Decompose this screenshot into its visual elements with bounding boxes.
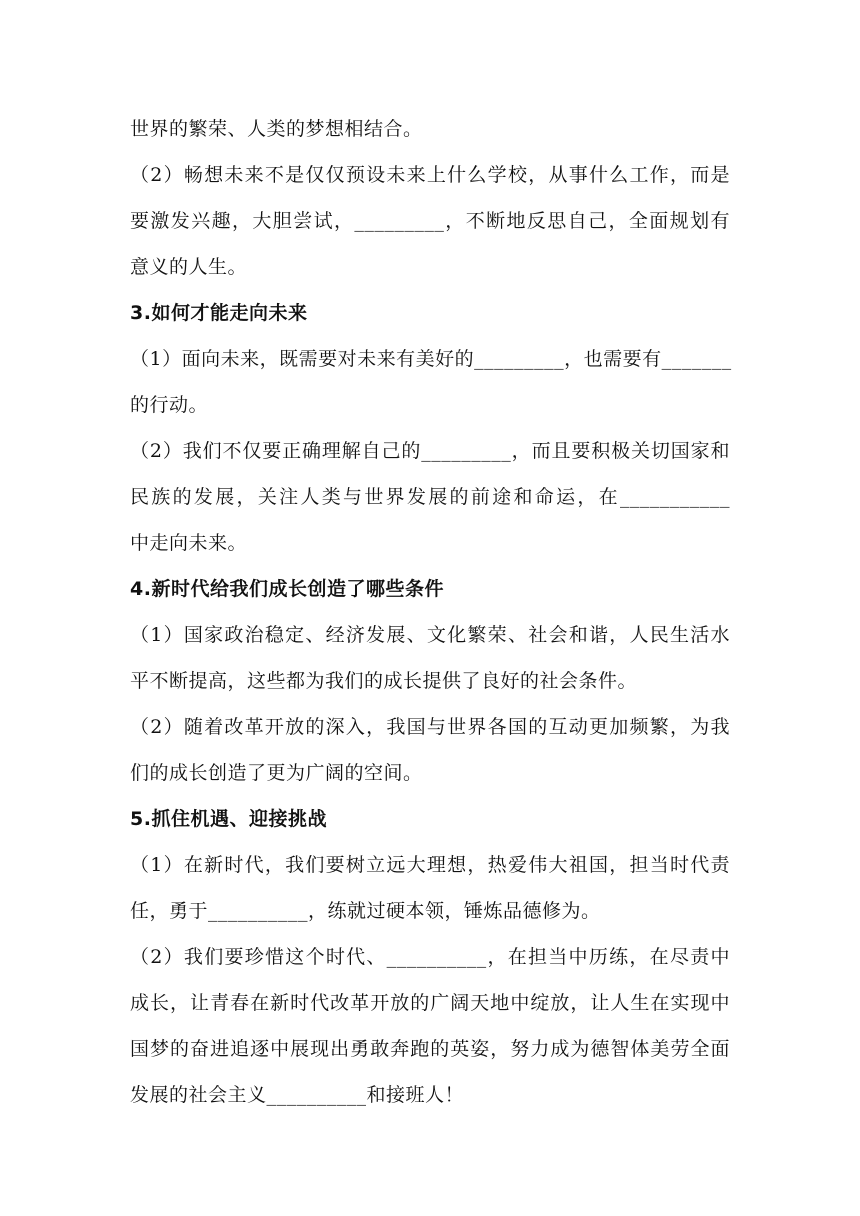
text-line: 发展的社会主义__________和接班人！ — [130, 1084, 465, 1106]
text-line: （2）我们要珍惜这个时代、__________，在担当中历练，在尽责中 — [130, 946, 730, 968]
text-line: 世界的繁荣、人类的梦想相结合。 — [130, 118, 423, 140]
text-line: 们的成长创造了更为广阔的空间。 — [130, 762, 423, 784]
text-line: 要激发兴趣，大胆尝试，_________，不断地反思自己，全面规划有 — [130, 210, 730, 232]
text-line: 的行动。 — [130, 394, 209, 416]
text-line: 任，勇于__________，练就过硬本领，锤炼品德修为。 — [130, 900, 601, 922]
section-heading: 5.抓住机遇、迎接挑战 — [130, 808, 327, 830]
document-page — [130, 106, 730, 1118]
text-line: （1）在新时代，我们要树立远大理想，热爱伟大祖国，担当时代责 — [130, 854, 730, 876]
text-line: （2）我们不仅要正确理解自己的_________，而且要积极关切国家和 — [130, 440, 730, 462]
text-line: （2）随着改革开放的深入，我国与世界各国的互动更加频繁，为我 — [130, 716, 730, 738]
section-heading: 3.如何才能走向未来 — [130, 302, 308, 324]
section-heading: 4.新时代给我们成长创造了哪些条件 — [130, 578, 444, 600]
text-line: 成长，让青春在新时代改革开放的广阔天地中绽放，让人生在实现中 — [130, 992, 730, 1014]
text-line: （2）畅想未来不是仅仅预设未来上什么学校，从事什么工作，而是 — [130, 164, 730, 186]
text-line: 民族的发展，关注人类与世界发展的前途和命运，在___________ — [130, 486, 730, 508]
text-line: 意义的人生。 — [130, 256, 248, 278]
text-line: （1）国家政治稳定、经济发展、文化繁荣、社会和谐，人民生活水 — [130, 624, 730, 646]
text-line: 中走向未来。 — [130, 532, 248, 554]
text-line: 国梦的奋进追逐中展现出勇敢奔跑的英姿，努力成为德智体美劳全面 — [130, 1038, 730, 1060]
text-line: （1）面向未来，既需要对未来有美好的_________，也需要有_______ — [130, 348, 732, 370]
text-line: 平不断提高，这些都为我们的成长提供了良好的社会条件。 — [130, 670, 638, 692]
